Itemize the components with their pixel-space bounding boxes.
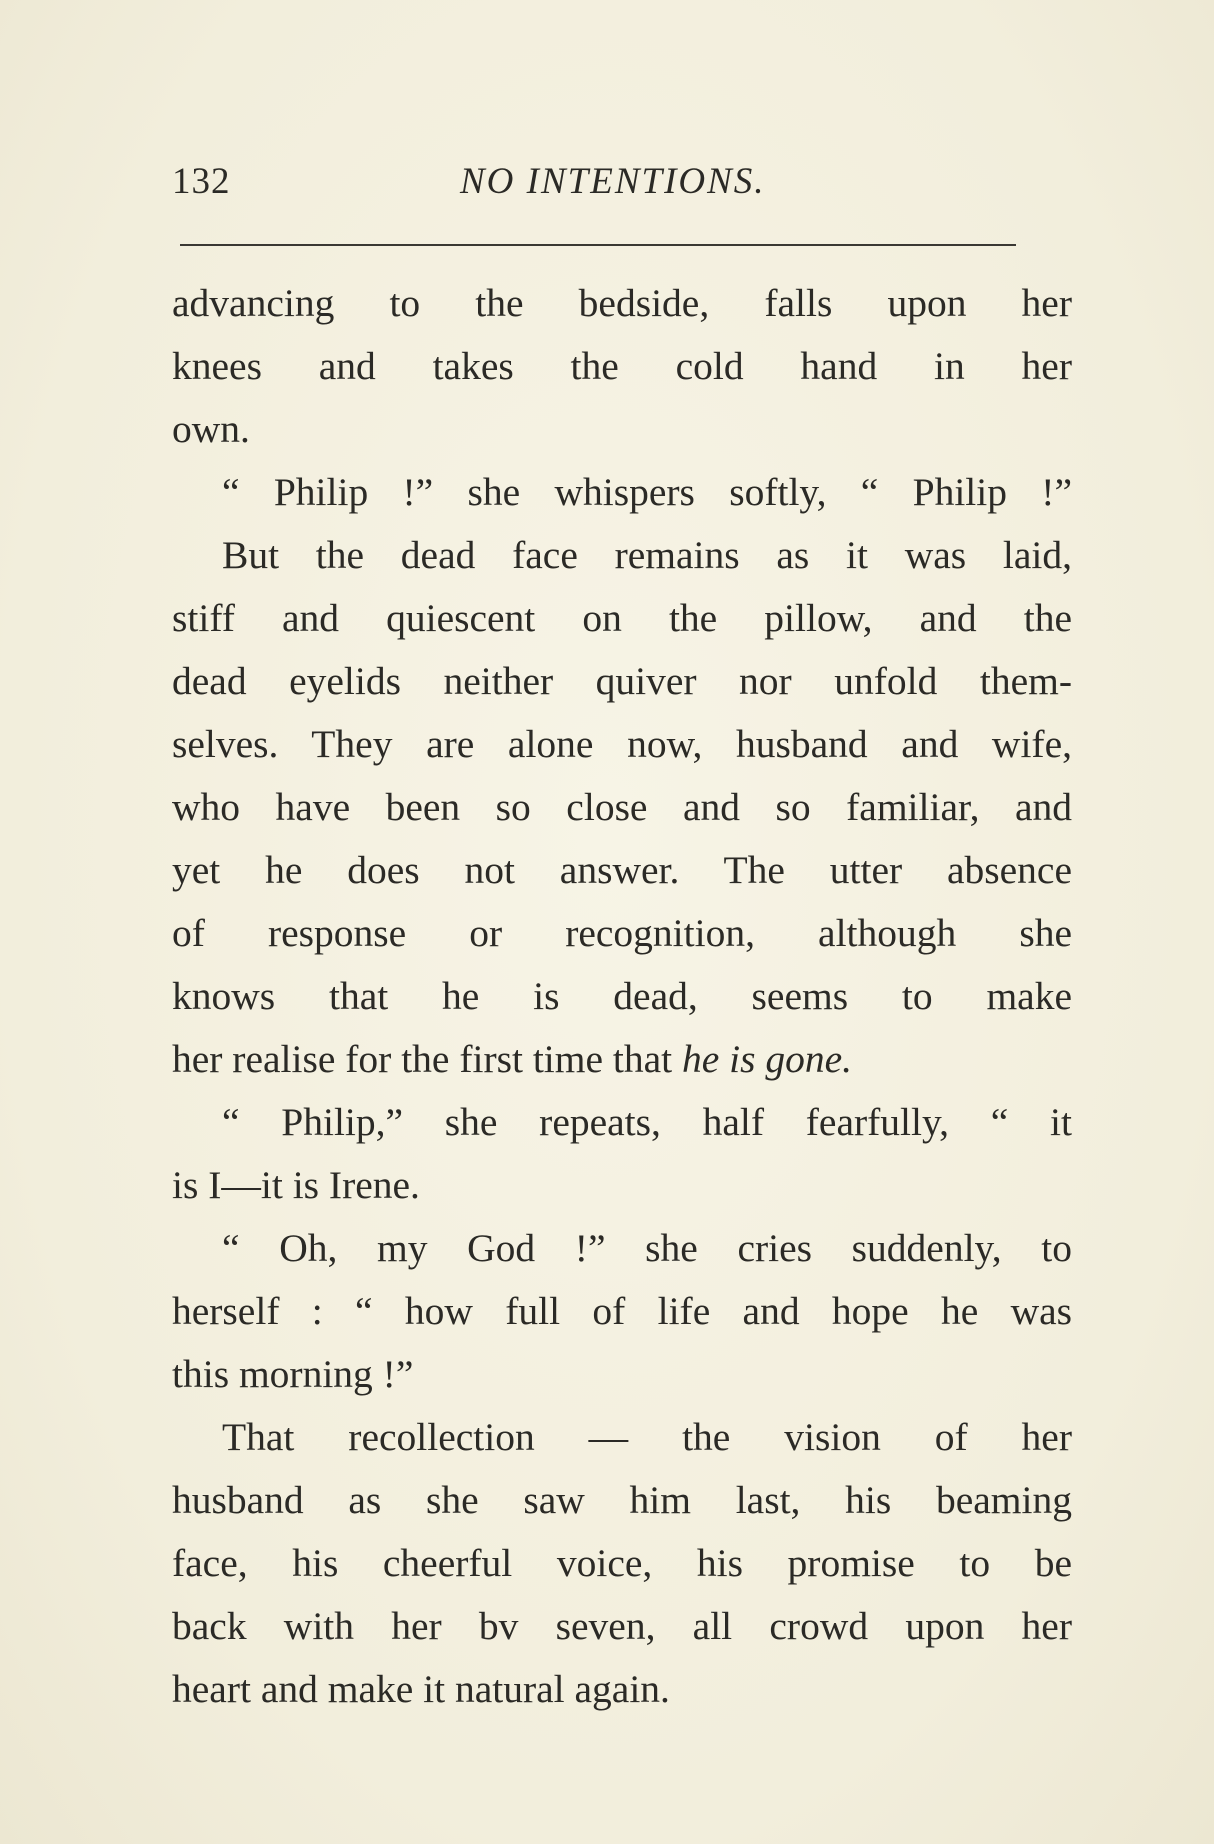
text-line-content: selves. They are alone now, husband and wife, bbox=[172, 722, 1072, 766]
text-line bbox=[172, 587, 1072, 650]
running-head bbox=[172, 160, 1052, 206]
text-line bbox=[172, 461, 1072, 524]
text-line bbox=[172, 713, 1072, 776]
text-line bbox=[172, 650, 1072, 713]
running-title: NO INTENTIONS. bbox=[460, 161, 766, 202]
text-line-content: yet he does not answer. The utter absence bbox=[172, 848, 1072, 892]
text-line-content: her realise for the first time that bbox=[172, 1037, 683, 1081]
text-line bbox=[172, 1154, 1072, 1217]
text-line bbox=[172, 965, 1072, 1028]
text-line-content: heart and make it natural again. bbox=[172, 1667, 670, 1711]
text-line-content: But the dead face remains as it was laid, bbox=[222, 533, 1072, 577]
text-line bbox=[172, 1343, 1072, 1406]
text-line bbox=[172, 1658, 1072, 1721]
text-line bbox=[172, 398, 1072, 461]
text-line-content: of response or recognition, although she bbox=[172, 911, 1072, 955]
text-line bbox=[172, 272, 1072, 335]
text-line bbox=[172, 524, 1072, 587]
text-line-content: is I—it is Irene. bbox=[172, 1163, 420, 1207]
text-line-content: “ Philip,” she repeats, half fearfully, “ it bbox=[222, 1100, 1072, 1144]
text-line-content: who have been so close and so familiar, and bbox=[172, 785, 1072, 829]
text-line-content: “ Philip !” she whispers softly, “ Philip !” bbox=[222, 470, 1072, 514]
text-line bbox=[172, 1469, 1072, 1532]
text-line-content: knows that he is dead, seems to make bbox=[172, 974, 1072, 1018]
text-line-content: this morning !” bbox=[172, 1352, 414, 1396]
text-line-content: advancing to the bedside, falls upon her bbox=[172, 281, 1072, 325]
text-line-content: dead eyelids neither quiver nor unfold them- bbox=[172, 659, 1072, 703]
text-line bbox=[172, 1406, 1072, 1469]
text-line-content: back with her bv seven, all crowd upon her bbox=[172, 1604, 1072, 1648]
text-line-content: husband as she saw him last, his beaming bbox=[172, 1478, 1072, 1522]
text-line bbox=[172, 776, 1072, 839]
text-line-content: stiff and quiescent on the pillow, and the bbox=[172, 596, 1072, 640]
text-line bbox=[172, 1280, 1072, 1343]
text-line bbox=[172, 839, 1072, 902]
text-line bbox=[172, 902, 1072, 965]
text-line-content: own. bbox=[172, 407, 250, 451]
text-line bbox=[172, 1091, 1072, 1154]
body-text bbox=[172, 272, 1072, 1721]
text-line-content: That recollection — the vision of her bbox=[222, 1415, 1072, 1459]
text-line-content: herself : “ how full of life and hope he was bbox=[172, 1289, 1072, 1333]
header-rule bbox=[180, 244, 1016, 246]
text-line bbox=[172, 1028, 1072, 1091]
text-line bbox=[172, 1217, 1072, 1280]
text-line-content: face, his cheerful voice, his promise to be bbox=[172, 1541, 1072, 1585]
text-line bbox=[172, 1532, 1072, 1595]
italic-emphasis: he is gone. bbox=[682, 1037, 853, 1081]
page-number: 132 bbox=[172, 161, 231, 202]
text-line-content: “ Oh, my God !” she cries suddenly, to bbox=[222, 1226, 1072, 1270]
text-line bbox=[172, 1595, 1072, 1658]
text-line bbox=[172, 335, 1072, 398]
text-line-content: knees and takes the cold hand in her bbox=[172, 344, 1072, 388]
